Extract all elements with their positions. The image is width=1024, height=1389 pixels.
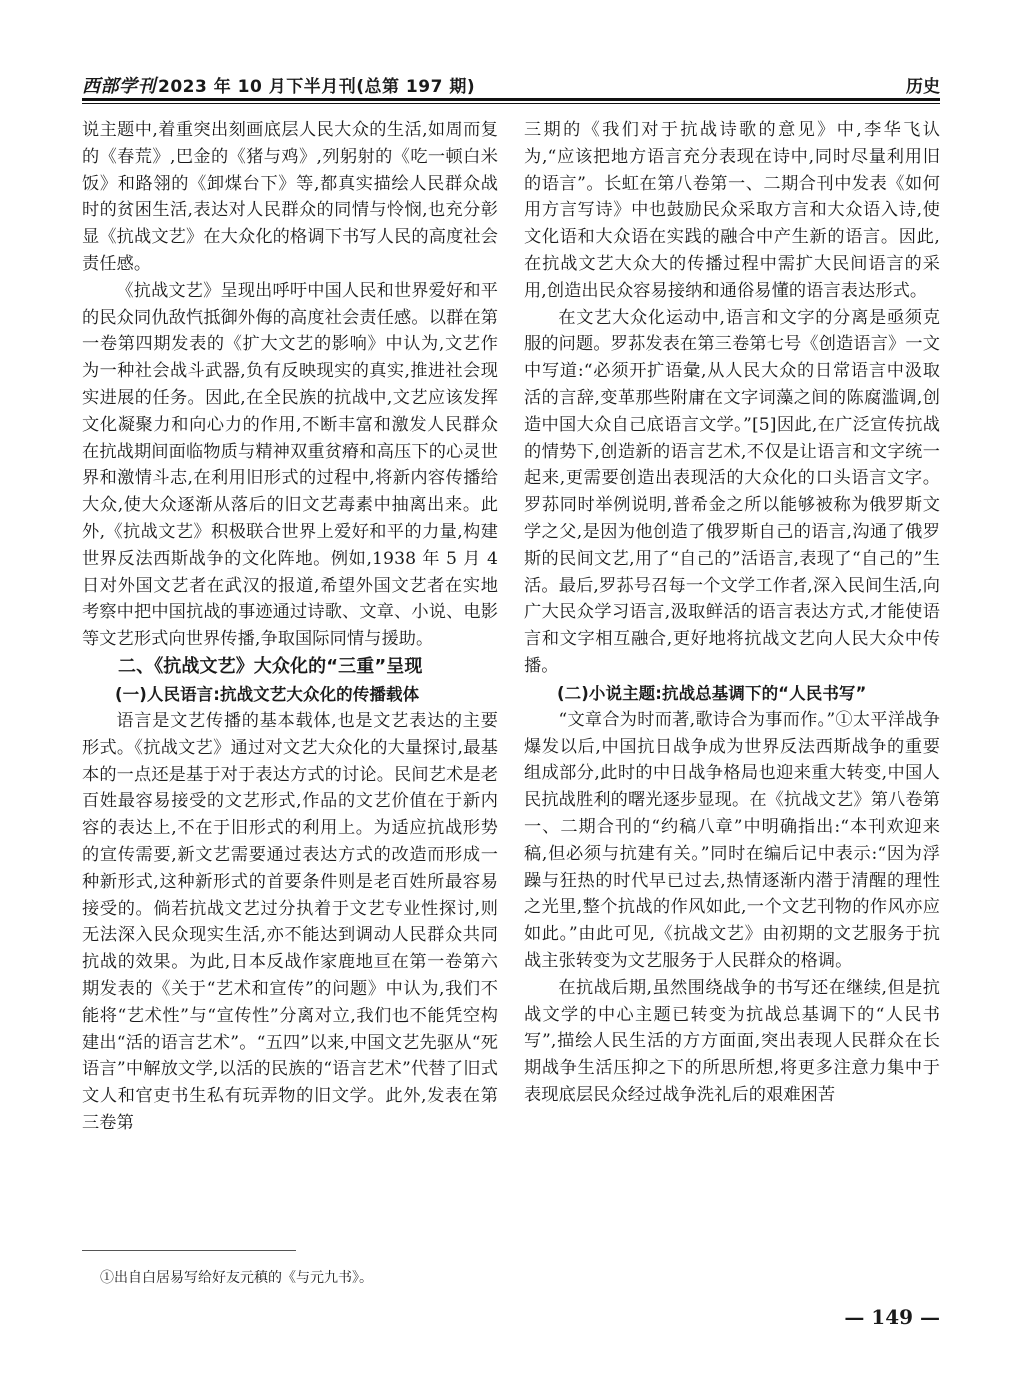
subsection-heading: (一)人民语言:抗战文艺大众化的传播载体: [115, 684, 420, 704]
header-rule-thick: [82, 98, 940, 101]
footnote: ①出自白居易写给好友元稹的《与元九书》。: [100, 1270, 373, 1286]
issue-info: 2023 年 10 月下半月刊(总第 197 期): [158, 77, 476, 97]
paragraph: “文章合为时而著,歌诗合为事而作。”①太平洋战争爆发以后,中国抗日战争成为世界反法西斯战争的重要组成部分,此时的中日战争格局也迎来重大转变,中国人民抗战胜利的曙光逐步显现。在《抗战文艺》第八卷第一、二期合刊的“约稿八章”中明确指出:“本刊欢迎来稿,但必须与抗建有关。”同时在编后记中表示:“因为浮躁与狂热的时代早已过去,热情逐渐内潜于清醒的理性之光里,整个抗战的作风如此,一个文艺刊物的作风亦应如此。”由此可见,《抗战文艺》由初期的文艺服务于抗战主张转变为文艺服务于人民群众的格调。: [524, 709, 940, 971]
paragraph: 三期的《我们对于抗战诗歌的意见》中,李华飞认为,“应该把地方语言充分表现在诗中,同时尽量利用旧的语言”。长虹在第八卷第一、二期合刊中发表《如何用方言写诗》中也鼓励民众采取方言和大众语入诗,使文化语和大众语在实践的融合中产生新的语言。因此,在抗战文艺大众大的传播过程中需扩大民间语言的采用,创造出民众容易接纳和通俗易懂的语言表达形式。: [524, 120, 940, 301]
paragraph: 在抗战后期,虽然围绕战争的书写还在继续,但是抗战文学的中心主题已转变为抗战总基调下的“人民书写”,描绘人民生活的方方面面,突出表现人民群众在长期战争生活压抑之下的所思所想,将更多注意力集中于表现底层民众经过战争洗礼后的艰难困苦: [524, 977, 940, 1105]
paragraph: 《抗战文艺》呈现出呼吁中国人民和世界爱好和平的民众同仇敌忾抵御外侮的高度社会责任感。以群在第一卷第四期发表的《扩大文艺的影响》中认为,文艺作为一种社会战斗武器,负有反映现实的真实,推进社会现实进展的任务。因此,在全民族的抗战中,文艺应该发挥文化凝聚力和向心力的作用,不断丰富和激发人民群众在抗战期间面临物质与精神双重贫瘠和高压下的心灵世界和激情斗志,在利用旧形式的过程中,将新内容传播给大众,使大众逐渐从落后的旧文艺毒素中抽离出来。此外,《抗战文艺》积极联合世界上爱好和平的力量,构建世界反法西斯战争的文化阵地。例如,1938 年 5 月 4 日对外国文艺者在武汉的报道,希望外国文艺者在实地考察中把中国抗战的事迹通过诗歌、文章、小说、电影等文艺形式向世界传播,争取国际同情与援助。: [82, 280, 498, 650]
journal-masthead: [82, 72, 475, 98]
left-column: [82, 117, 498, 1137]
subsection-heading: (二)小说主题:抗战总基调下的“人民书写”: [557, 683, 867, 703]
running-header: [82, 70, 940, 100]
section-label: 历史: [906, 77, 940, 97]
paragraph: 说主题中,着重突出刻画底层人民大众的生活,如周而复的《春荒》,巴金的《猪与鸡》,列躬射的《吃一顿白米饭》和路翎的《卸煤台下》等,都真实描绘人民群众战时的贫困生活,表达对人民群众的同情与怜悯,也充分彰显《抗战文艺》在大众化的格调下书写人民的高度社会责任感。: [82, 120, 498, 274]
right-column: [524, 117, 940, 1109]
journal-logo: 西部学刊: [82, 76, 156, 97]
header-rule-thin: [82, 103, 940, 104]
section-heading: 二、《抗战文艺》大众化的“三重”呈现: [118, 655, 423, 677]
footnote-rule: [82, 1250, 296, 1251]
paragraph: 语言是文艺传播的基本载体,也是文艺表达的主要形式。《抗战文艺》通过对文艺大众化的大量探讨,最基本的一点还是基于对于表达方式的讨论。民间艺术是老百姓最容易接受的文艺形式,作品的文艺价值在于新内容的表达上,不在于旧形式的利用上。为适应抗战形势的宣传需要,新文艺需要通过表达方式的改造而形成一种新形式,这种新形式的首要条件则是老百姓所最容易接受的。倘若抗战文艺过分执着于文艺专业性探讨,则无法深入民众现实生活,亦不能达到调动人民群众共同抗战的效果。为此,日本反战作家鹿地亘在第一卷第六期发表的《关于“艺术和宣传”的问题》中认为,我们不能将“艺术性”与“宣传性”分离对立,我们也不能凭空构建出“活的语言艺术”。“五四”以来,中国文艺先驱从“死语言”中解放文学,以活的民族的“语言艺术”代替了旧式文人和官吏书生私有玩弄物的旧文学。此外,发表在第三卷第: [82, 710, 498, 1133]
paragraph: 在文艺大众化运动中,语言和文字的分离是亟须克服的问题。罗荪发表在第三卷第七号《创造语言》一文中写道:“必须开扩语彙,从人民大众的日常语言中汲取活的言辞,变革那些附庸在文字词藻之间的陈腐滥调,创造中国大众自己底语言文学。”[5]因此,在广泛宣传抗战的情势下,创造新的语言艺术,不仅是让语言和文字统一起来,更需要创造出表现活的大众化的口头语言文字。罗荪同时举例说明,普希金之所以能够被称为俄罗斯文学之父,是因为他创造了俄罗斯自己的语言,沟通了俄罗斯的民间文艺,用了“自己的”活语言,表现了“自己的”生活。最后,罗荪号召每一个文学工作者,深入民间生活,向广大民众学习语言,汲取鲜活的语言表达方式,才能使语言和文字相互融合,更好地将抗战文艺向人民大众中传播。: [524, 307, 940, 676]
page-number: — 149 —: [844, 1305, 940, 1329]
